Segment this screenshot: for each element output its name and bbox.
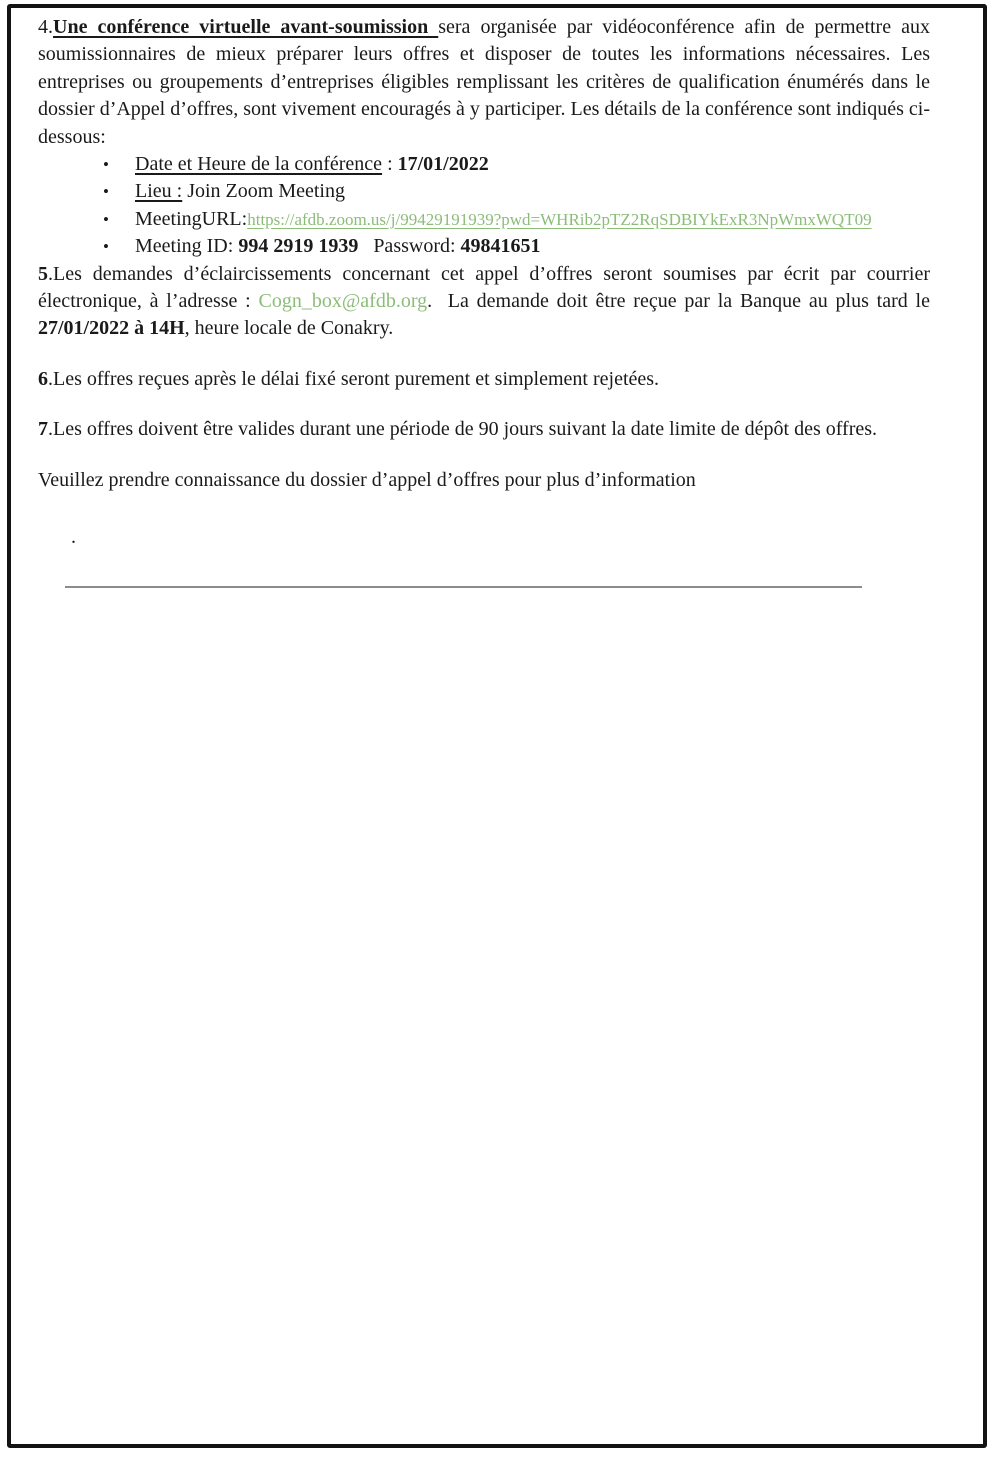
paragraph-6-late-offers: 6.Les offres reçues après le délai fixé seront purement et simplement rejetées.	[38, 367, 660, 390]
list-item-meeting-id	[38, 233, 930, 260]
conference-details-list	[38, 151, 930, 261]
bullet-icon: •	[103, 209, 109, 229]
conference-date-text: Date et Heure de la conférence : 17/01/2022	[135, 153, 489, 176]
paragraph-7-validity: 7.Les offres doivent être valides durant une période de 90 jours suivant la date limite de dépôt des offres.	[38, 418, 878, 441]
paragraph-5-clarifications: 5.Les demandes d’éclaircissements concernant cet appel d’offres seront soumises par écrit par courrier électronique, à l’adresse : Cogn_box@afdb.org. La demande doit être reçue par la Banque au plus tard le 27/01/2022 à 14H, heure locale de Conakry.	[38, 262, 930, 340]
separator-line	[65, 586, 862, 588]
list-item-date	[38, 151, 930, 178]
bullet-icon: •	[103, 182, 109, 202]
list-item-lieu	[38, 178, 930, 205]
meeting-id-password-text: Meeting ID: 994 2919 1939 Password: 49841651	[135, 235, 541, 258]
conference-location-text: Lieu : Join Zoom Meeting	[135, 180, 345, 203]
zoom-meeting-link[interactable]: https://afdb.zoom.us/j/99429191939?pwd=WHRib2pTZ2RqSDBIYkExR3NpWmxWQT09	[247, 209, 872, 229]
closing-note: Veuillez prendre connaissance du dossier d’appel d’offres pour plus d’information	[38, 468, 696, 491]
bullet-icon: •	[103, 237, 109, 257]
contact-email-link[interactable]: Cogn_box@afdb.org	[258, 290, 428, 313]
list-item-url	[38, 206, 930, 233]
bullet-icon: •	[103, 155, 109, 175]
document-page	[7, 4, 987, 1448]
paragraph-4-conference-intro: 4.Une conférence virtuelle avant-soumission sera organisée par vidéoconférence afin de permettre aux soumissionnaires de mieux préparer leurs offres et disposer de toutes les informations nécessaires. Les entreprises ou groupements d’entreprises éligibles remplissant les critères de qualification énumérés dans le dossier d’Appel d’offres, sont vivement encouragés à y participer. Les détails de la conférence sont indiqués ci-dessous:	[38, 16, 930, 148]
conference-url-text: MeetingURL:https://afdb.zoom.us/j/99429191939?pwd=WHRib2pTZ2RqSDBIYkExR3NpWmxWQT09	[135, 207, 872, 230]
stray-period: .	[71, 526, 76, 549]
